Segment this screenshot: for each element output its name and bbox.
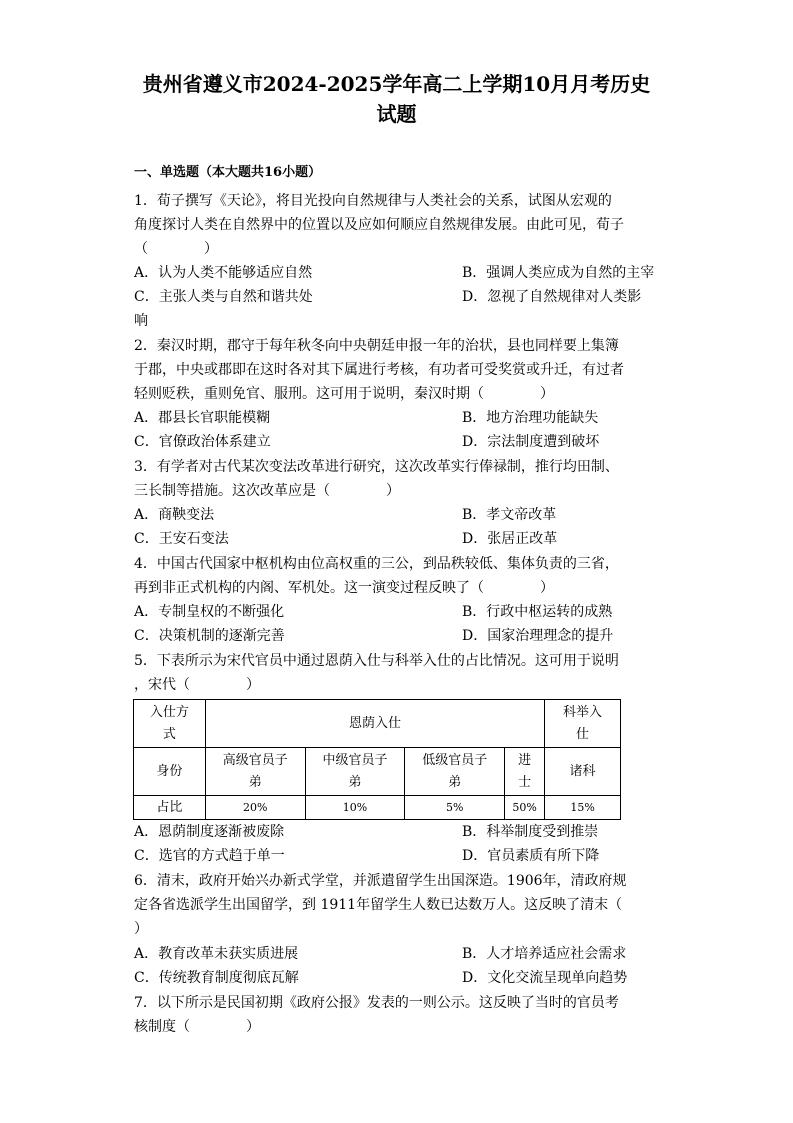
q5-option-b: B．科举制度受到推崇 — [462, 824, 599, 840]
cell-val-zhuke: 15% — [545, 796, 621, 820]
th-enyin: 恩荫入仕 — [205, 700, 544, 748]
q1-option-c: C．主张人类与自然和谐共处 — [134, 289, 313, 305]
cell-sub-high: 高级官员子 弟 — [205, 748, 305, 796]
q6-text-3: ） — [134, 921, 148, 937]
q3-text-2: 三长制等措施。这次改革应是（ ） — [134, 483, 400, 499]
q3-option-d: D．张居正改革 — [462, 531, 558, 547]
q5-data-table — [133, 699, 621, 820]
q2-text-2: 于郡，中央或郡即在这时各对其下属进行考核，有功者可受奖赏或升迁，有过者 — [134, 362, 624, 378]
q2-option-c: C．官僚政治体系建立 — [134, 434, 271, 450]
q3-option-b: B．孝文帝改革 — [462, 507, 557, 523]
cell-val-jinshi: 50% — [505, 796, 545, 820]
th-keju: 科举入 仕 — [545, 700, 621, 748]
cell-sub-zhuke: 诸科 — [545, 748, 621, 796]
q1-option-d: D．忽视了自然规律对人类影 — [462, 289, 642, 305]
q2-option-d: D．宗法制度遭到破坏 — [462, 434, 600, 450]
cell-val-mid: 10% — [305, 796, 405, 820]
q2-option-b: B．地方治理功能缺失 — [462, 410, 599, 426]
exam-title-line1: 贵州省遵义市2024-2025学年高二上学期10月月考历史 — [142, 72, 651, 96]
q5-option-d: D．官员素质有所下降 — [462, 848, 600, 864]
q6-text-1: 6．清末，政府开始兴办新式学堂，并派遣留学生出国深造。1906年，清政府规 — [134, 873, 627, 889]
q2-text-1: 2．秦汉时期，郡守于每年秋冬向中央朝廷申报一年的治状，县也同样要上集簿 — [134, 338, 619, 354]
q5-option-a: A．恩荫制度逐渐被废除 — [134, 824, 285, 840]
cell-sub-low: 低级官员子 弟 — [405, 748, 505, 796]
q7-text-1: 7．以下所示是民国初期《政府公报》发表的一则公示。这反映了当时的官员考 — [134, 995, 619, 1011]
cell-val-low: 5% — [405, 796, 505, 820]
q4-option-b: B．行政中枢运转的成熟 — [462, 604, 613, 620]
th-way: 入仕方 式 — [134, 700, 206, 748]
q6-text-2: 定各省选派学生出国留学，到 1911年留学生人数已达数万人。这反映了清末（ — [134, 897, 623, 913]
exam-title-line2: 试题 — [376, 102, 417, 126]
q5-text-1: 5．下表所示为宋代官员中通过恩荫入仕与科举入仕的占比情况。这可用于说明 — [134, 653, 619, 669]
q1-option-b: B．强调人类应成为自然的主宰 — [462, 265, 655, 281]
section-heading: 一、单选题（本大题共16小题） — [134, 165, 322, 180]
q2-option-a: A．郡县长官职能模糊 — [134, 410, 271, 426]
cell-sub-jinshi: 进 士 — [505, 748, 545, 796]
q2-text-3: 轻则贬秩，重则免官、服刑。这可用于说明，秦汉时期（ ） — [134, 386, 554, 402]
q1-text-3: （ ） — [134, 241, 218, 257]
q4-text-1: 4．中国古代国家中枢机构由位高权重的三公，到品秩较低、集体负责的三省， — [134, 556, 619, 572]
q1-option-d-cont: 响 — [134, 313, 148, 329]
cell-val-high: 20% — [205, 796, 305, 820]
q6-option-b: B．人才培养适应社会需求 — [462, 946, 627, 962]
q6-option-a: A．教育改革未获实质进展 — [134, 946, 299, 962]
q4-option-d: D．国家治理理念的提升 — [462, 628, 614, 644]
q6-option-d: D．文化交流呈现单向趋势 — [462, 970, 628, 986]
q4-text-2: 再到非正式机构的内阁、军机处。这一演变过程反映了（ ） — [134, 580, 554, 596]
q4-option-c: C．决策机制的逐渐完善 — [134, 628, 285, 644]
q1-option-a: A．认为人类不能够适应自然 — [134, 265, 313, 281]
row-label-zhanbi: 占比 — [134, 796, 206, 820]
q1-text-1: 1．荀子撰写《天论》，将目光投向自然规律与人类社会的关系，试图从宏观的 — [134, 193, 612, 209]
q7-text-2: 核制度（ ） — [134, 1019, 260, 1035]
cell-sub-mid: 中级官员子 弟 — [305, 748, 405, 796]
q6-option-c: C．传统教育制度彻底瓦解 — [134, 970, 299, 986]
q3-option-c: C．王安石变法 — [134, 531, 229, 547]
q5-text-2: ，宋代（ ） — [134, 677, 260, 693]
q5-option-c: C．选官的方式趋于单一 — [134, 848, 285, 864]
q4-option-a: A．专制皇权的不断强化 — [134, 604, 285, 620]
row-label-shenfen: 身份 — [134, 748, 206, 796]
q1-text-2: 角度探讨人类在自然界中的位置以及应如何顺应自然规律发展。由此可见，荀子 — [134, 217, 624, 233]
q3-option-a: A．商鞅变法 — [134, 507, 215, 523]
q3-text-1: 3．有学者对古代某次变法改革进行研究，这次改革实行俸禄制，推行均田制、 — [134, 459, 619, 475]
